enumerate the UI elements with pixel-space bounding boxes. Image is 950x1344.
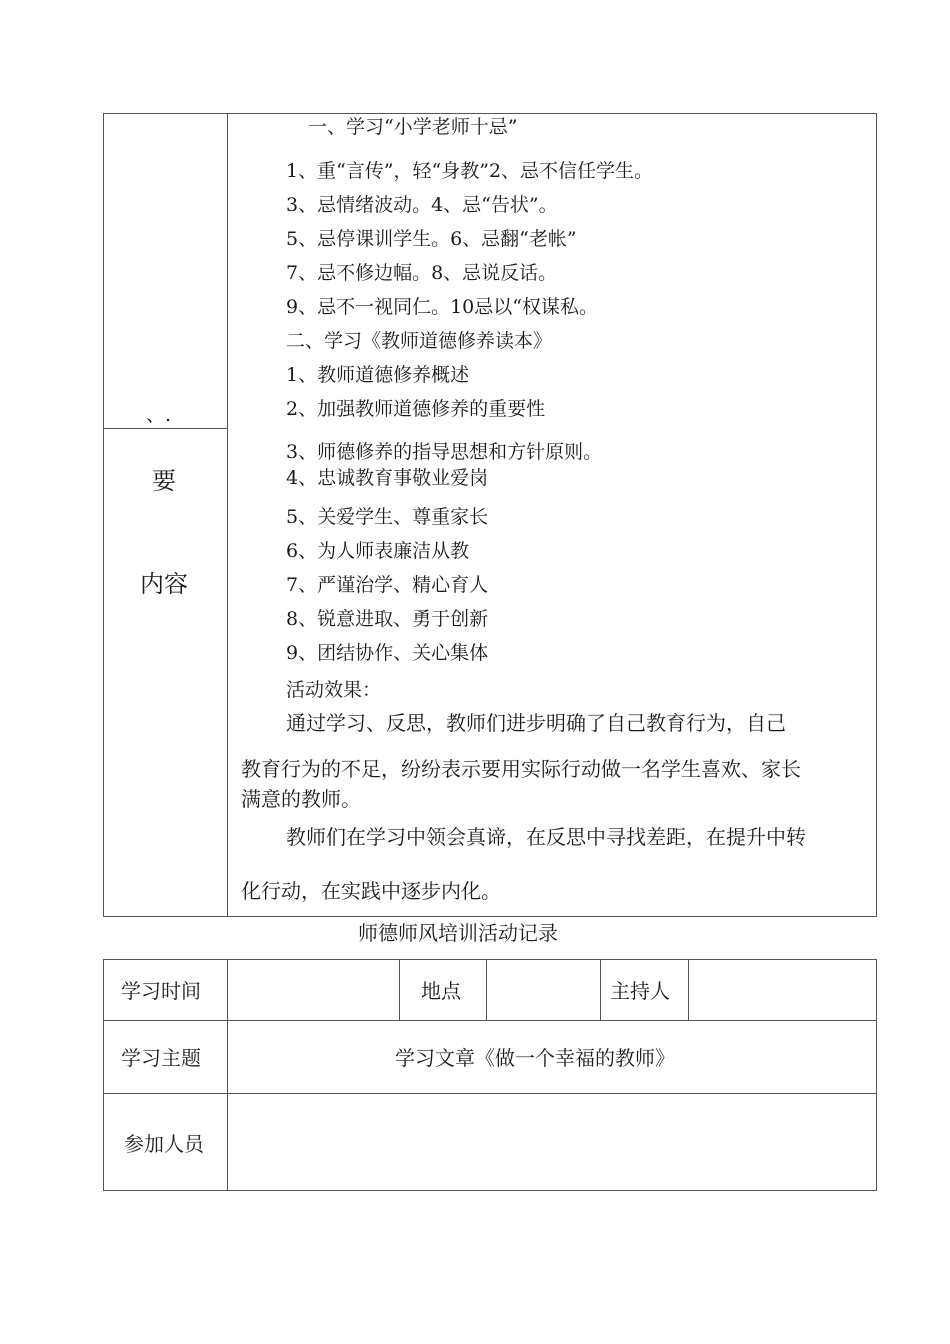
upper-table-right-border [876, 113, 877, 917]
upper-table-left-cell-divider [103, 428, 227, 429]
upper-table-top-border [103, 113, 877, 114]
left-top-fragment: 、. [146, 404, 172, 426]
lower-table-column-divider [688, 959, 689, 1021]
lower-table-top-border [103, 959, 877, 960]
content-line: 1、重“言传”，轻“身教”2、忌不信任学生。 [286, 160, 654, 182]
lower-table-column-divider [399, 959, 400, 1021]
topic-label: 学习主题 [121, 1046, 201, 1070]
participants-label: 参加人员 [124, 1132, 204, 1156]
content-line: 5、关爱学生、尊重家长 [286, 506, 489, 528]
content-line: 1、教师道德修养概述 [286, 364, 470, 386]
content-line: 4、忠诚教育事敬业爱岗 [286, 467, 489, 489]
content-line: 5、忌停课训学生。6、忌翻“老帐” [286, 228, 577, 250]
paragraph-line: 教育行为的不足，纷纷表示要用实际行动做一名学生喜欢、家长 [241, 757, 801, 781]
upper-table-left-border [103, 113, 104, 917]
lower-table-left-border [103, 959, 104, 1191]
lower-table-column-divider [600, 959, 601, 1021]
content-line: 7、忌不修边幅。8、忌说反话。 [286, 262, 558, 284]
left-label-neirong: 内容 [140, 570, 188, 598]
upper-table-bottom-border [103, 916, 877, 917]
content-line: 6、为人师表廉洁从教 [286, 540, 470, 562]
upper-table-column-divider [227, 113, 228, 917]
content-line: 7、严谨治学、精心育人 [286, 574, 489, 596]
lower-table-column-divider [486, 959, 487, 1021]
left-label-yao: 要 [152, 467, 176, 495]
content-line: 3、师德修养的指导思想和方针原则。 [286, 441, 603, 463]
content-line: 2、加强教师道德修养的重要性 [286, 398, 546, 420]
paragraph-line: 通过学习、反思，教师们进步明确了自己教育行为，自己 [286, 711, 786, 735]
lower-table-right-border [876, 959, 877, 1191]
paragraph-line: 满意的教师。 [241, 787, 361, 811]
time-label: 学习时间 [121, 979, 201, 1003]
paragraph-line: 教师们在学习中领会真谛，在反思中寻找差距，在提升中转 [286, 825, 806, 849]
host-label: 主持人 [610, 979, 670, 1003]
content-line: 9、忌不一视同仁。10忌以“权谋私。 [286, 296, 598, 318]
content-line: 9、团结协作、关心集体 [286, 642, 489, 664]
lower-table-row-divider [103, 1020, 877, 1021]
content-line: 8、锐意进取、勇于创新 [286, 608, 489, 630]
section-heading-2: 二、学习《教师道德修养读本》 [286, 330, 553, 352]
content-line: 3、忌情绪波动。4、忌“告状”。 [286, 194, 558, 216]
lower-table-bottom-border [103, 1190, 877, 1191]
lower-table-row-divider [103, 1093, 877, 1094]
record-caption: 师德师风培训活动记录 [358, 921, 558, 945]
topic-value: 学习文章《做一个幸福的教师》 [395, 1046, 675, 1070]
place-label: 地点 [421, 979, 461, 1003]
section-heading-1: 一、学习“小学老师十忌” [308, 116, 518, 138]
effect-heading: 活动效果： [286, 679, 382, 701]
paragraph-line: 化行动，在实践中逐步内化。 [241, 879, 501, 903]
lower-table-column-divider [227, 959, 228, 1191]
